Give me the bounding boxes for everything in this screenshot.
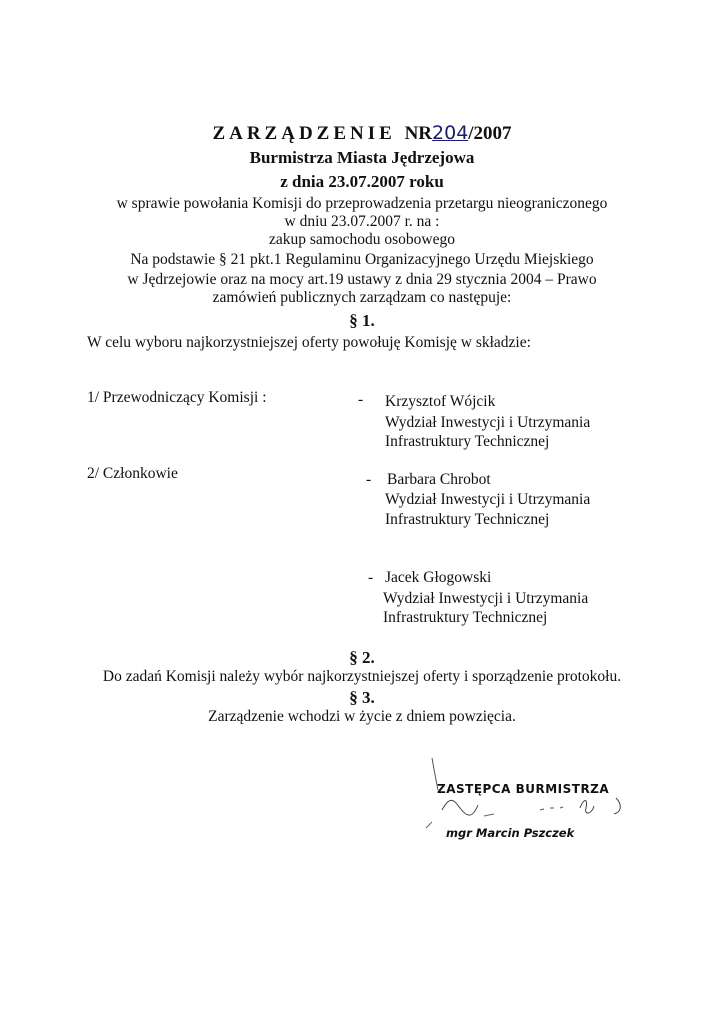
member-1-dept-2: Infrastruktury Technicznej (385, 433, 550, 450)
member-1-name: Krzysztof Wójcik (385, 393, 496, 410)
chair-label: 1/ Przewodniczący Komisji : (87, 389, 267, 406)
handwritten-number: 204 (432, 122, 469, 144)
basis-line-3: zamówień publicznych zarządzam co następuje: (212, 289, 512, 306)
basis-line-2: w Jędrzejowie oraz na mocy art.19 ustawy z dnia 29 stycznia 2004 – Prawo (127, 271, 597, 288)
section-1-intro: W celu wyboru najkorzystniejszej oferty powołuję Komisję w składzie: (87, 334, 531, 351)
section-3-text: Zarządzenie wchodzi w życie z dniem powzięcia. (208, 708, 516, 725)
document-title (0, 122, 724, 145)
stamp-role: ZASTĘPCA BURMISTRZA (437, 782, 610, 796)
subject-line-3: zakup samochodu osobowego (269, 231, 455, 248)
title-nr-suffix: /2007 (468, 123, 512, 144)
section-3-heading: § 3. (349, 688, 375, 707)
dash-1: - (358, 391, 364, 408)
title-word: ZARZĄDZENIE (212, 123, 396, 144)
signatory-name: mgr Marcin Pszczek (446, 826, 575, 840)
title-nr-prefix: NR (404, 123, 433, 144)
member-3-dept-1: Wydział Inwestycji i Utrzymania (383, 590, 589, 607)
member-2-name: Barbara Chrobot (387, 471, 491, 488)
section-2-text: Do zadań Komisji należy wybór najkorzystniejszej oferty i sporządzenie protokołu. (102, 668, 622, 685)
date-line: z dnia 23.07.2007 roku (280, 172, 444, 191)
subject-line-2: w dniu 23.07.2007 r. na : (284, 213, 440, 230)
member-2-dept-2: Infrastruktury Technicznej (385, 511, 550, 528)
member-3-dept-2: Infrastruktury Technicznej (383, 609, 548, 626)
member-2-dept-1: Wydział Inwestycji i Utrzymania (385, 491, 591, 508)
subject-line-1: w sprawie powołania Komisji do przeprowadzenia przetargu nieograniczonego (116, 195, 608, 212)
member-1-dept-1: Wydział Inwestycji i Utrzymania (385, 414, 591, 431)
members-label: 2/ Członkowie (87, 465, 178, 482)
section-1-heading: § 1. (349, 311, 375, 330)
issuer-line: Burmistrza Miasta Jędrzejowa (249, 148, 475, 167)
member-3-name: Jacek Głogowski (385, 569, 492, 586)
dash-2: - (366, 471, 372, 488)
section-2-heading: § 2. (349, 648, 375, 667)
basis-line-1: Na podstawie § 21 pkt.1 Regulaminu Organizacyjnego Urzędu Miejskiego (130, 251, 594, 268)
dash-3: - (368, 569, 374, 586)
